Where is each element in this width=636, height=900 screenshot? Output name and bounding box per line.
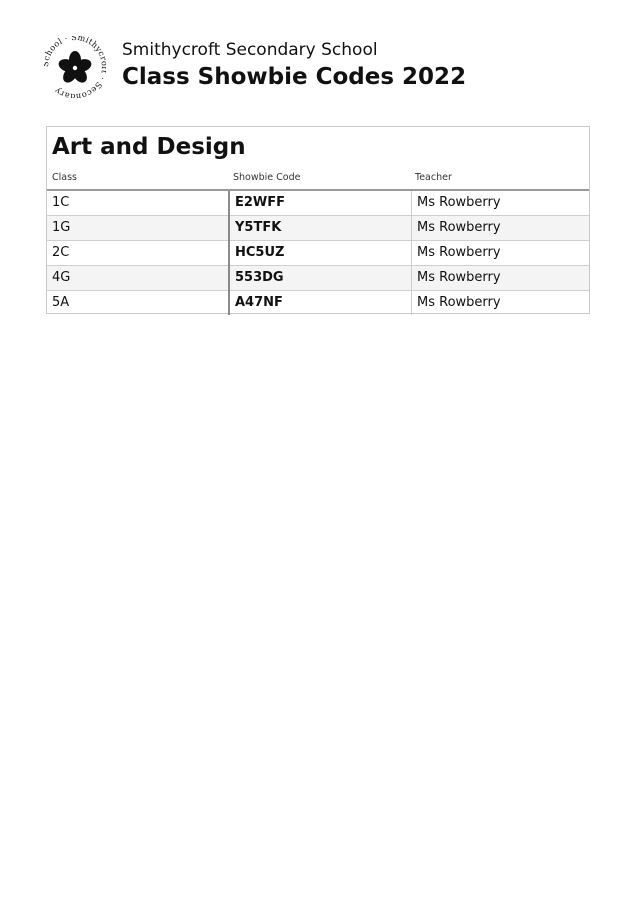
table-row xyxy=(47,266,589,291)
teacher-cell: Ms Rowberry xyxy=(417,295,501,310)
document-title: Class Showbie Codes 2022 xyxy=(122,64,467,90)
class-cell: 4G xyxy=(47,266,229,291)
school-crest-icon xyxy=(44,36,106,98)
class-cell: 1C xyxy=(47,191,229,216)
showbie-code-cell: HC5UZ xyxy=(229,241,412,266)
showbie-code-cell: E2WFF xyxy=(229,191,412,216)
teacher-cell: Ms Rowberry xyxy=(412,191,590,216)
table-row xyxy=(47,216,589,241)
school-name: Smithycroft Secondary School xyxy=(122,40,378,60)
table-row xyxy=(47,241,589,266)
column-header-teacher: Teacher xyxy=(415,172,452,183)
subject-panel xyxy=(46,126,590,314)
class-cell: 2C xyxy=(47,241,229,266)
showbie-code-cell: Y5TFK xyxy=(229,216,412,241)
section-title: Art and Design xyxy=(52,134,246,160)
class-cell: 5A xyxy=(47,291,229,316)
svg-text:School · Smithycroft · Seconda: hool · Smithy Secondary xyxy=(44,36,105,98)
column-header-showbie-code: Showbie Code xyxy=(233,172,301,183)
showbie-code-cell: A47NF xyxy=(229,291,412,316)
teacher-cell: Ms Rowberry xyxy=(412,241,590,266)
class-cell: 1G xyxy=(47,216,229,241)
column-header-class: Class xyxy=(52,172,77,183)
codes-table xyxy=(47,191,589,315)
teacher-cell: Ms Rowberry xyxy=(412,266,590,291)
showbie-code-cell: 553DG xyxy=(229,266,412,291)
table-row xyxy=(47,291,589,316)
table-row xyxy=(47,191,589,216)
teacher-cell: Ms Rowberry xyxy=(412,216,590,241)
